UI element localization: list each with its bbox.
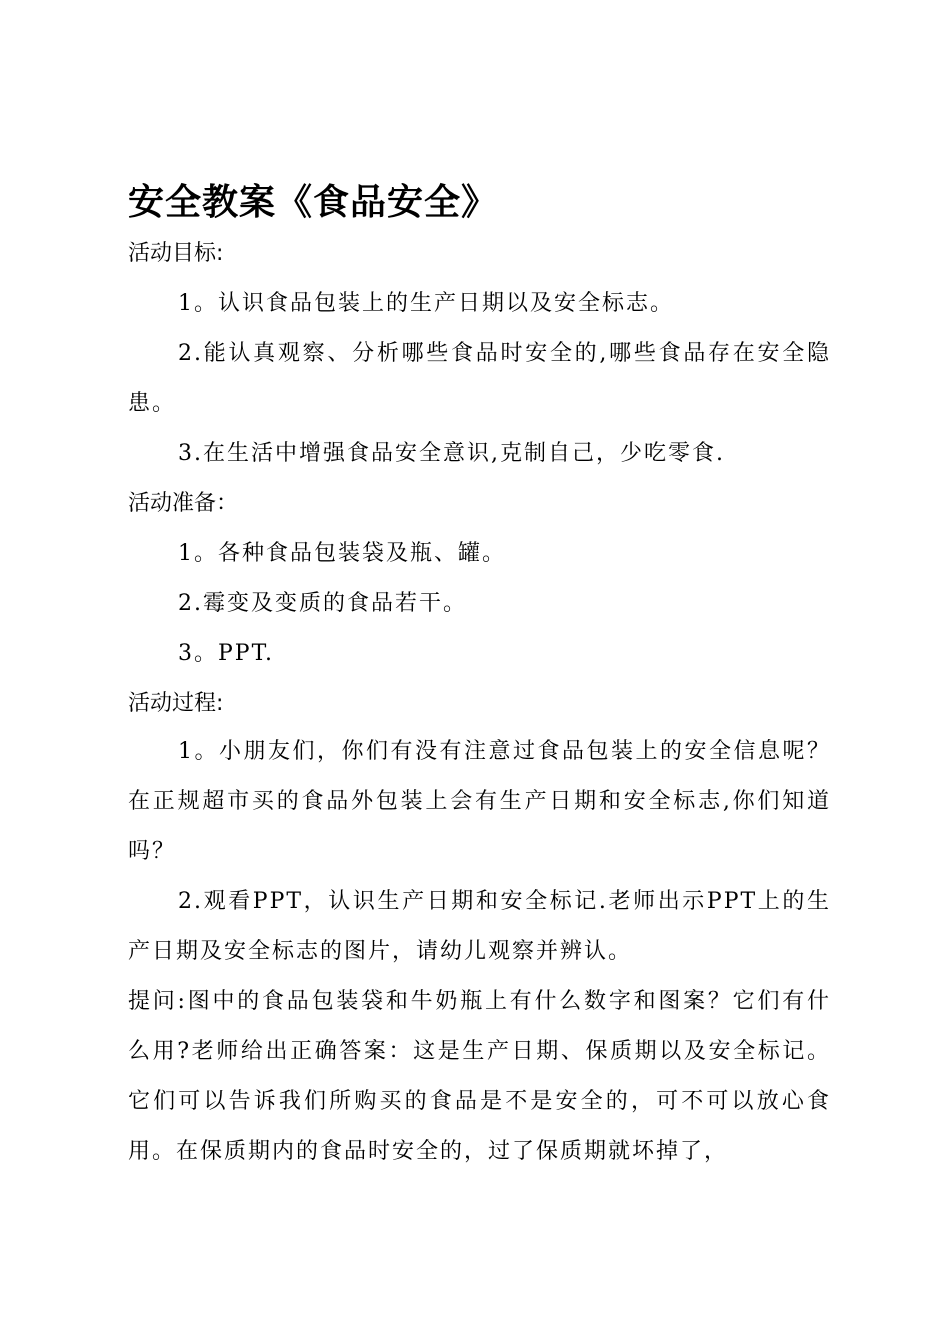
goal-item-3: 3.在生活中增强食品安全意识,克制自己，少吃零食. <box>178 441 725 466</box>
section-heading-preparation: 活动准备： <box>128 491 239 516</box>
document-title: 安全教案《食品安全》 <box>128 181 499 223</box>
goal-item-1: 1。认识食品包装上的生产日期以及安全标志。 <box>178 291 674 316</box>
process-item-1: 1。小朋友们，你们有没有注意过食品包装上的安全信息呢？在正规超市买的食品外包装上会有生产日期和安全标志,你们知道吗？ <box>128 739 831 864</box>
goal-item-2: 2.能认真观察、分析哪些食品时安全的,哪些食品存在安全隐患。 <box>128 341 831 416</box>
process-question-paragraph: 提问:图中的食品包装袋和牛奶瓶上有什么数字和图案？它们有什么用?老师给出正确答案：这是生产日期、保质期以及安全标记。它们可以告诉我们所购买的食品是不是安全的，可不可以放心食用。在保质期内的食品时安全的，过了保质期就坏掉了， <box>128 989 831 1164</box>
section-heading-goals: 活动目标: <box>128 241 224 266</box>
prep-item-3: 3。PPT. <box>178 641 275 666</box>
prep-item-1: 1。各种食品包装袋及瓶、罐。 <box>178 541 506 566</box>
process-item-2: 2.观看PPT，认识生产日期和安全标记.老师出示PPT上的生产日期及安全标志的图片，请幼儿观察并辨认。 <box>128 889 831 964</box>
prep-item-2: 2.霉变及变质的食品若干。 <box>178 591 467 616</box>
section-heading-process: 活动过程: <box>128 691 224 716</box>
